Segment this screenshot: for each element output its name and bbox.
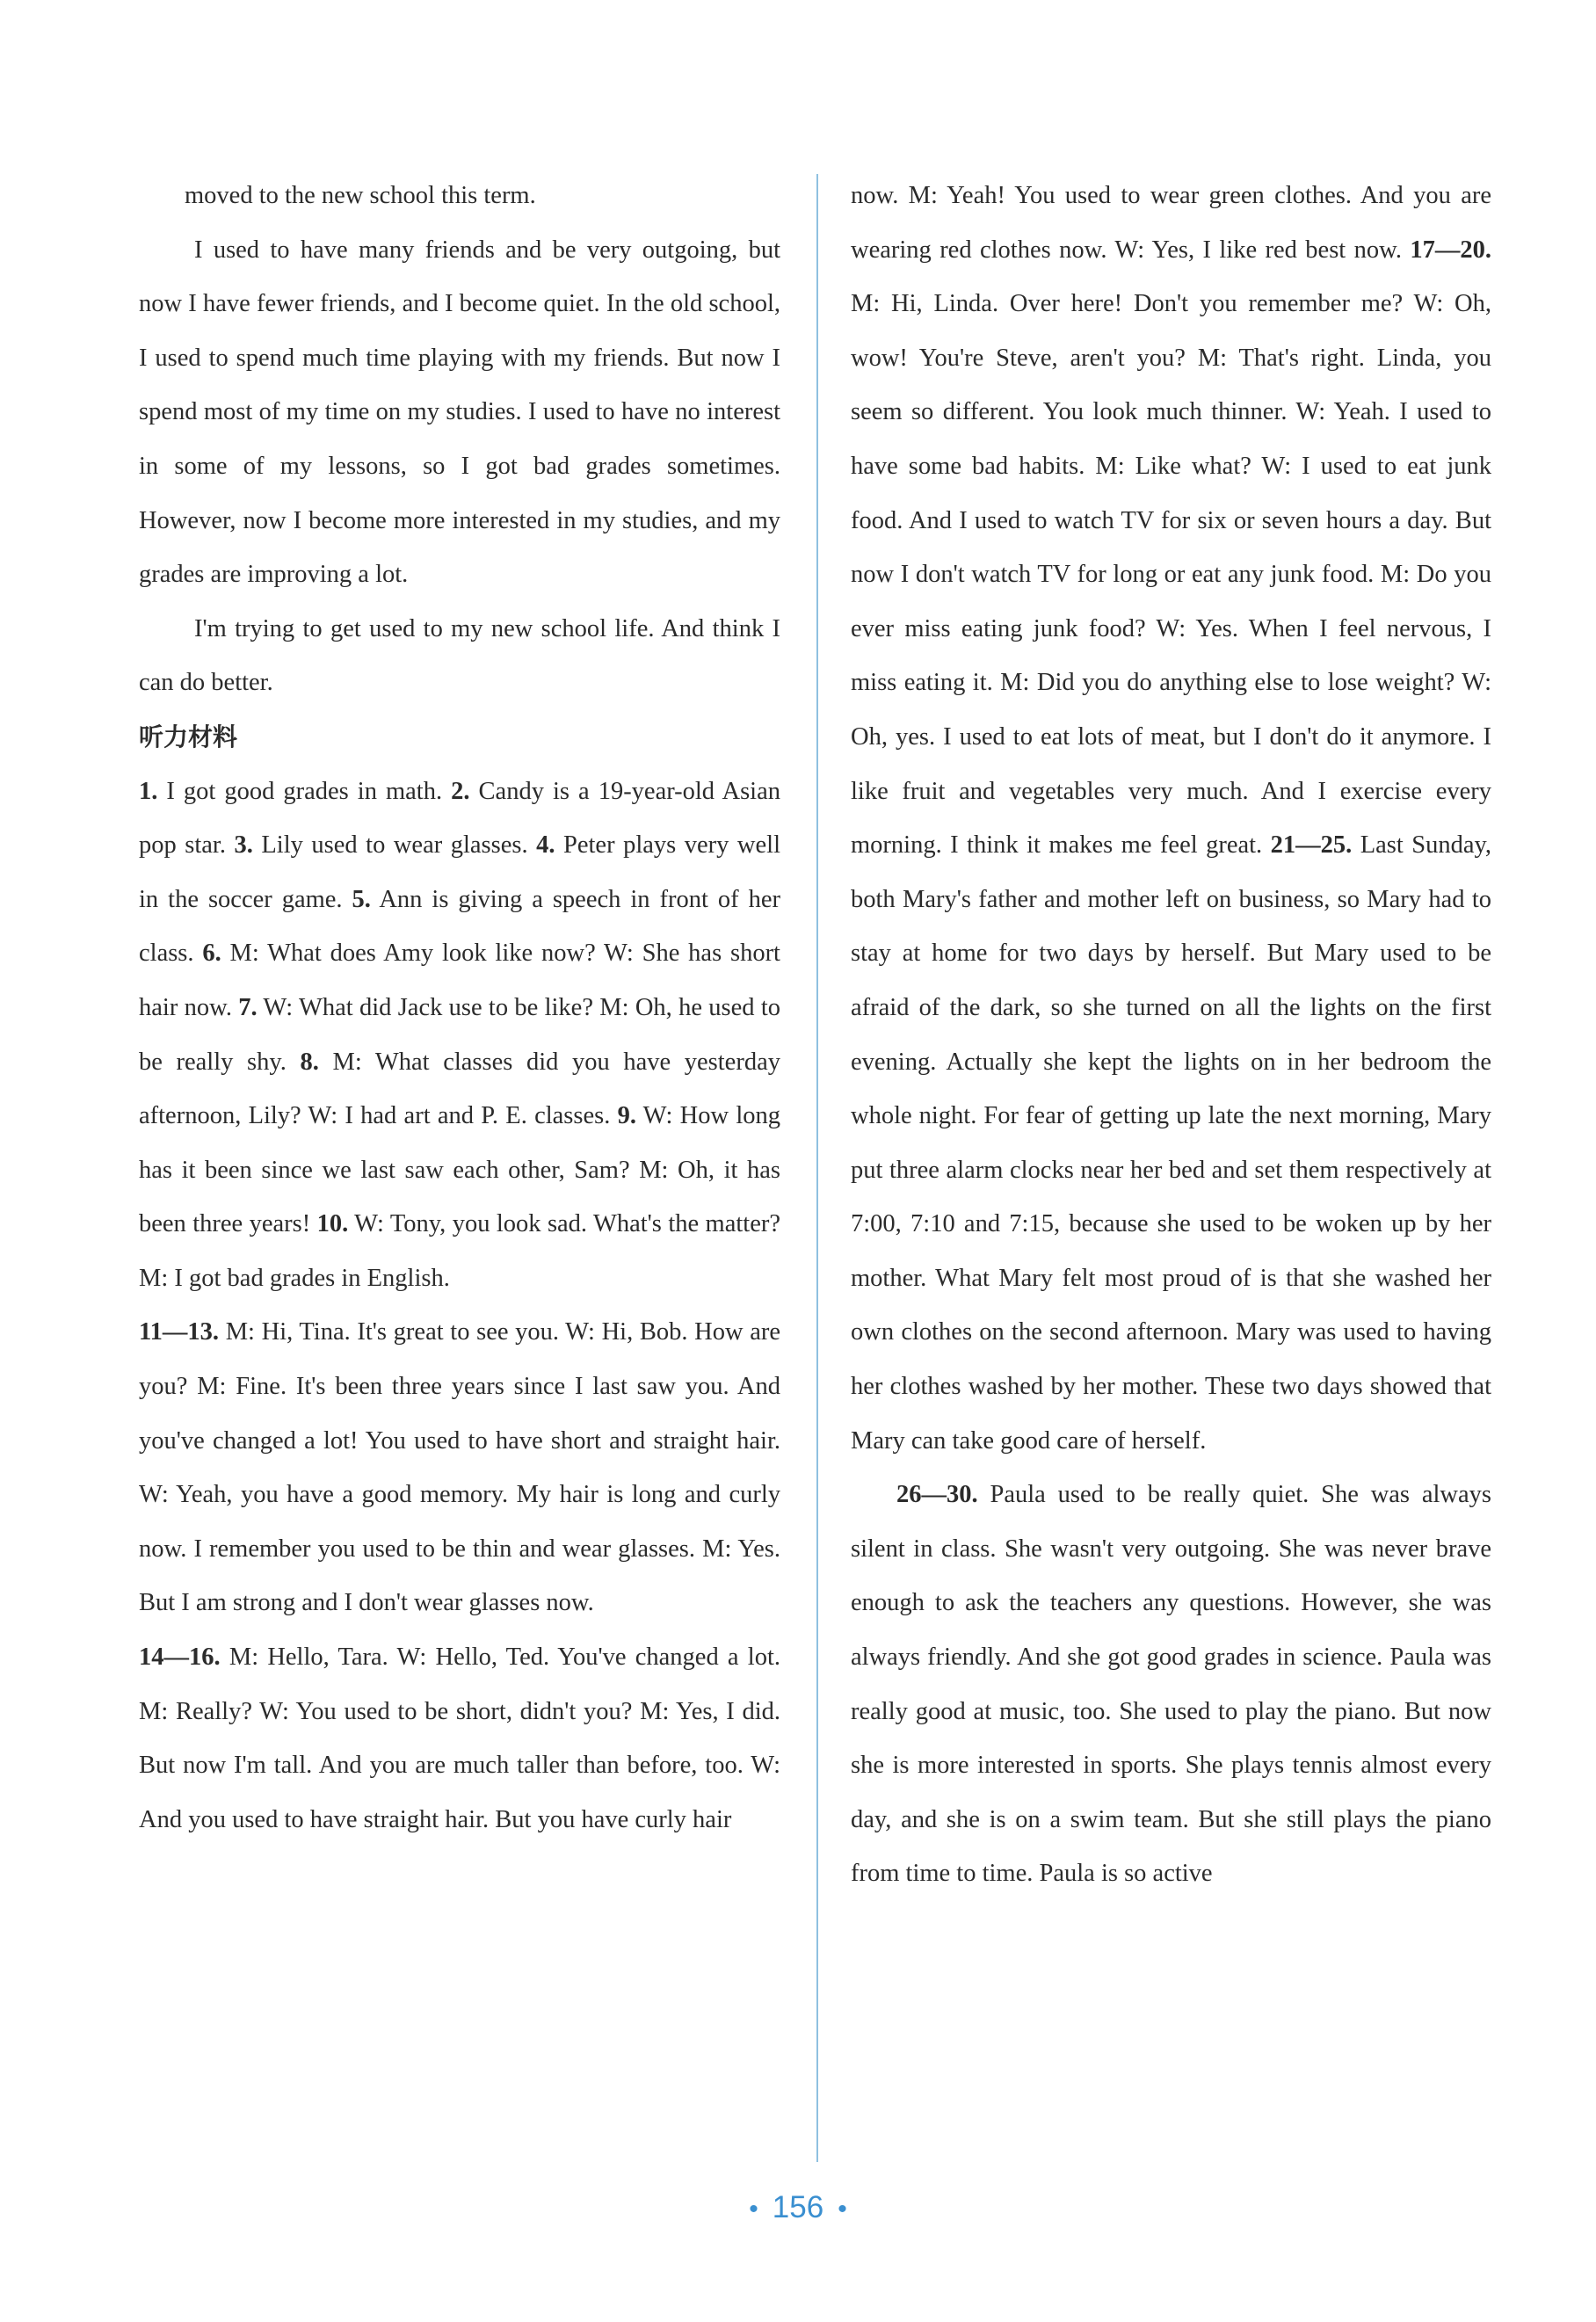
item-number: 11—13. (139, 1318, 220, 1346)
item-text: Peter plays very well in the soccer game. (139, 831, 780, 913)
item-number: 8. (300, 1048, 319, 1076)
item-text: M: Hi, Tina. It's great to see you. W: Hi, Bob. How are you? M: Fine. It's been three years since I last saw you. And you've changed a lot! You used to have short and straight hair. W: Yeah, you have a good memory. My hair is long and curly now. I remember you used to be thin and wear glasses. M: Yes. But I am strong and I don't wear glasses now. (139, 1318, 780, 1617)
item-text: W: What did Jack use to be like? M: Oh, he used to be really shy. (139, 993, 780, 1076)
item-text: M: What classes did you have yesterday afternoon, Lily? W: I had art and P. E. classes. (139, 1048, 780, 1130)
passage-26-30 (851, 1468, 1491, 1901)
item-number: 2. (451, 777, 470, 805)
essay-paragraph: I used to have many friends and be very outgoing, but now I have fewer friends, and I become quiet. In the old school, I used to spend much time playing with my friends. But now I spend most of my time on my studies. I used to have no interest in some of my lessons, so I got bad grades sometimes. However, now I become more interested in my studies, and my grades are improving a lot. (139, 236, 780, 589)
page-number (0, 2190, 1596, 2225)
item-number: 17—20. (1410, 236, 1491, 264)
essay-paragraph: I'm trying to get used to my new school life. And think I can do better. (139, 614, 780, 697)
column-divider (816, 174, 818, 2162)
item-text: M: What does Amy look like now? W: She has short hair now. (139, 940, 780, 1021)
item-number: 7. (238, 993, 258, 1021)
item-text: W: How long has it been since we last saw each other, Sam? M: Oh, it has been three years! (139, 1102, 780, 1238)
item-text: now. M: Yeah! You used to wear green clothes. And you are wearing red clothes now. W: Yes, I like red best now. (851, 182, 1491, 264)
item-number: 9. (617, 1102, 636, 1130)
item-number: 4. (536, 831, 555, 860)
item-text: Ann is giving a speech in front of her class. (139, 885, 781, 968)
page-number-text: 156 (772, 2190, 824, 2224)
item-number: 6. (202, 940, 221, 968)
item-text: W: Tony, you look sad. What's the matter? M: I got bad grades in English. (139, 1210, 780, 1292)
item-text: Last Sunday, both Mary's father and mother left on business, so Mary had to stay at home for two days by herself. But Mary used to be afraid of the dark, so she turned on all the lights on the first evening. Actually she kept the lights on in her bedroom the whole night. For fear of getting up late the next morning, Mary put three alarm clocks near her bed and set them respectively at 7:00, 7:10 and 7:15, because she used to be woken up by her mother. What Mary felt most proud of is that she washed her own clothes on the second afternoon. Mary was used to having her clothes washed by her mother. These two days showed that Mary can take good care of herself. (851, 831, 1491, 1455)
item-number: 14—16. (139, 1644, 221, 1672)
item-number: 26—30. (896, 1481, 978, 1509)
item-number: 10. (316, 1210, 349, 1238)
item-text: Paula used to be really quiet. She was always silent in class. She wasn't very outgoing. She was never brave enough to ask the teachers any questions. However, she was always friendly. And she got good grades in science. Paula was really good at music, too. She used to play the piano. But now she is more interested in sports. She plays tennis almost every day, and she is on a swim team. But she still plays the piano from time to time. Paula is so active (851, 1481, 1491, 1888)
item-number: 1. (139, 777, 158, 805)
item-text: M: Hello, Tara. W: Hello, Ted. You've changed a lot. M: Really? W: You used to be short, didn't you? M: Yes, I did. But now I'm tall. And you are much taller than before, too. W: And you used to have straight hair. But you have curly hair (139, 1644, 780, 1833)
item-text: Lily used to wear glasses. (252, 831, 537, 860)
dialog-11-13 (139, 1305, 780, 1630)
item-number: 5. (352, 885, 371, 913)
listening-material-heading: 听力材料 (139, 722, 238, 751)
item-number: 21—25. (1270, 831, 1353, 860)
listening-items (139, 765, 780, 1306)
item-text: I got good grades in math. (157, 777, 452, 805)
dialog-14-16 (139, 1630, 780, 1847)
left-column (139, 169, 780, 1847)
dialog-continuation (851, 169, 1491, 1468)
right-column (851, 169, 1491, 1901)
item-number: 3. (234, 831, 253, 860)
essay-paragraph-end: moved to the new school this term. (185, 182, 536, 209)
bullet-left: • (749, 2194, 758, 2224)
bullet-right: • (838, 2194, 847, 2224)
item-text: Candy is a 19-year-old Asian pop star. (139, 777, 781, 860)
item-text: M: Hi, Linda. Over here! Don't you remember me? W: Oh, wow! You're Steve, aren't you? M: That's right. Linda, you seem so different. You look much thinner. W: Yeah. I used to have some bad habits. M: Like what? W: I used to eat junk food. And I used to watch TV for six or seven hours a day. But now I don't watch TV for long or eat any junk food. M: Do you ever miss eating junk food? W: Yes. When I feel nervous, I miss eating it. M: Did you do anything else to lose weight? W: Oh, yes. I used to eat lots of meat, but I don't do it anymore. I like fruit and vegetables very much. And I exercise every morning. I think it makes me feel great. (851, 290, 1491, 860)
